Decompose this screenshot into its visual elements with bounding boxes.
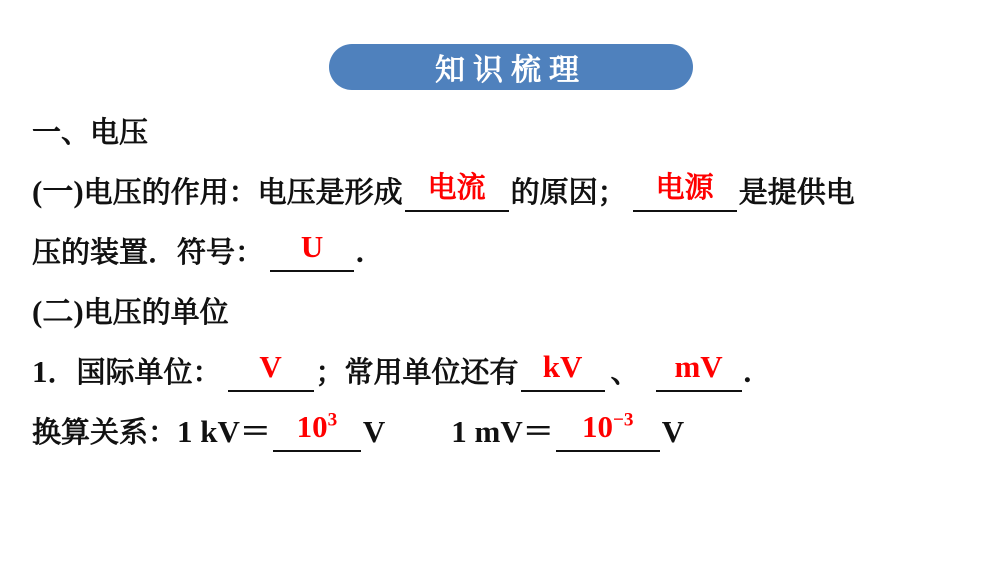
conversion-lhs1: 1 kV＝ xyxy=(177,414,271,449)
section-heading xyxy=(32,112,148,152)
answer-current: 电流 xyxy=(427,170,486,204)
answer-mv: mV xyxy=(674,349,723,384)
part1-prefix: (一) xyxy=(32,174,84,209)
answer-blank-source xyxy=(633,172,737,212)
answer-mv-factor xyxy=(556,409,660,444)
conversion-unit2: V xyxy=(661,414,685,449)
part1-line1 xyxy=(32,172,855,212)
conversion-unit1: V xyxy=(362,414,386,449)
answer-kv-factor xyxy=(273,409,361,444)
heading-text: 一、电压 xyxy=(32,115,149,149)
item1-end: . xyxy=(743,354,752,389)
part2-prefix: (二) xyxy=(32,294,84,329)
part2-heading xyxy=(32,292,229,332)
part2-text: 电压的单位 xyxy=(83,295,229,329)
answer-symbol: U xyxy=(300,229,324,264)
answer-mv-factor-base: 10 xyxy=(581,409,613,444)
answer-kv: kV xyxy=(542,349,583,384)
item1-line xyxy=(32,349,752,392)
answer-blank-mv-factor xyxy=(556,409,660,452)
item1-sep: 、 xyxy=(610,355,640,389)
conversion-line xyxy=(32,409,685,452)
answer-mv-factor-exp: −3 xyxy=(612,409,634,431)
answer-blank-kv xyxy=(521,349,605,392)
item1-text1: ．国际单位： xyxy=(47,355,222,389)
part1-text3: 是提供电 xyxy=(738,175,855,209)
answer-kv-factor-base: 10 xyxy=(296,409,328,444)
answer-blank-kv-factor xyxy=(273,409,361,452)
conversion-lhs2: 1 mV＝ xyxy=(451,414,554,449)
answer-si-unit: V xyxy=(259,349,282,384)
item1-number: 1 xyxy=(32,354,48,389)
section-banner xyxy=(329,44,693,90)
item1-text2: ；常用单位还有 xyxy=(315,355,519,389)
part1-end: . xyxy=(356,234,364,269)
part1-line2 xyxy=(32,229,364,272)
banner-title: 知识梳理 xyxy=(435,53,587,88)
part1-line2-text: 压的装置．符号： xyxy=(32,235,265,269)
answer-blank-mv xyxy=(656,349,742,392)
answer-source: 电源 xyxy=(655,170,714,204)
conversion-label: 换算关系： xyxy=(32,415,178,449)
answer-blank-symbol xyxy=(270,229,354,272)
answer-kv-factor-exp: 3 xyxy=(327,409,338,431)
answer-blank-si-unit xyxy=(228,349,314,392)
part1-text2: 的原因； xyxy=(510,175,627,209)
part1-text1: 电压的作用：电压是形成 xyxy=(83,175,403,209)
answer-blank-current xyxy=(405,172,509,212)
